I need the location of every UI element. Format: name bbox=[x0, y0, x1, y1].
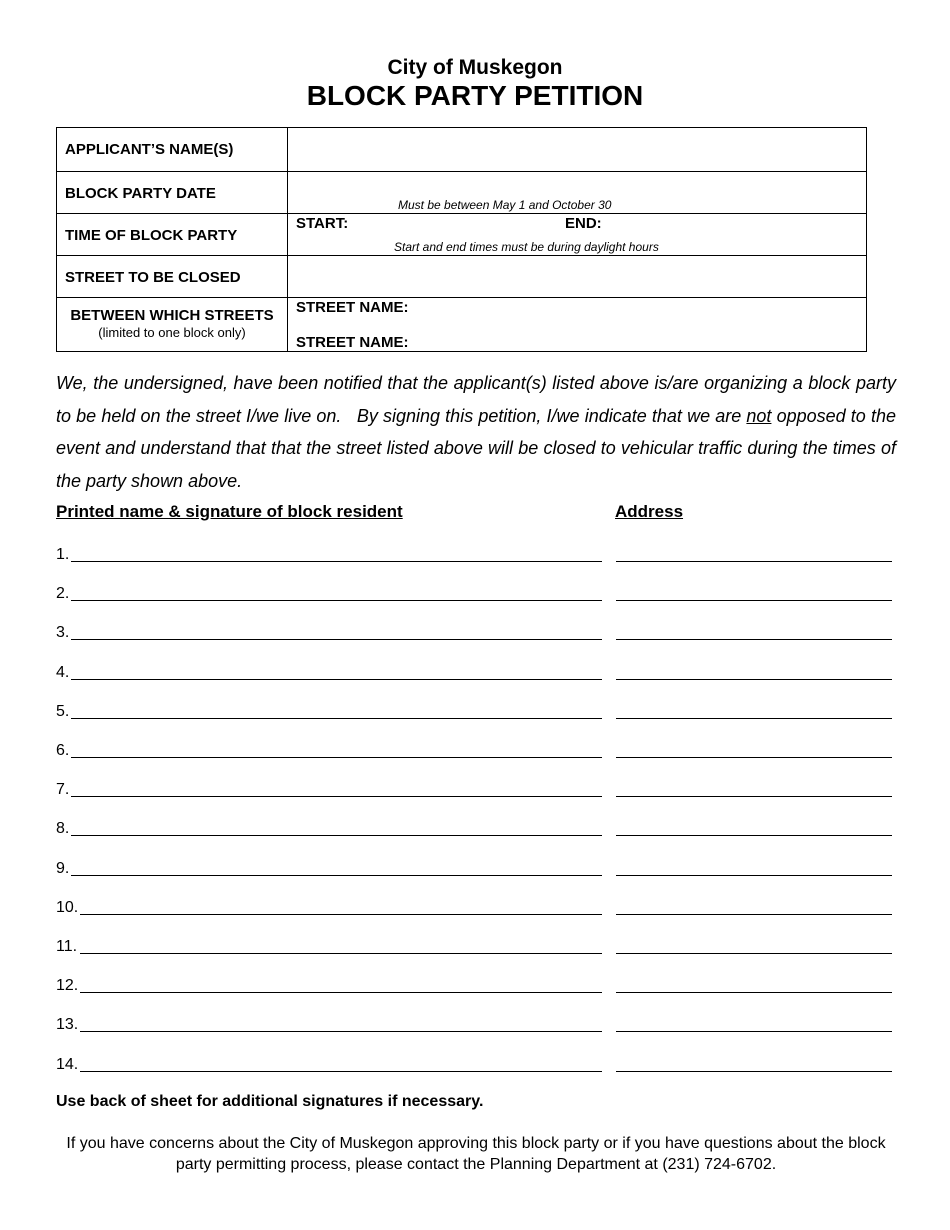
signature-row bbox=[56, 779, 892, 801]
signature-row bbox=[56, 1054, 892, 1076]
address-line[interactable] bbox=[616, 796, 892, 797]
address-line[interactable] bbox=[616, 718, 892, 719]
date-field[interactable] bbox=[288, 172, 867, 214]
signature-row bbox=[56, 740, 892, 762]
signature-row bbox=[56, 583, 892, 605]
name-signature-line[interactable] bbox=[71, 561, 602, 562]
name-signature-line[interactable] bbox=[71, 639, 602, 640]
address-line[interactable] bbox=[616, 1071, 892, 1072]
name-signature-line[interactable] bbox=[71, 679, 602, 680]
signature-row bbox=[56, 936, 892, 958]
document-title: BLOCK PARTY PETITION bbox=[306, 80, 644, 111]
address-line[interactable] bbox=[616, 992, 892, 993]
date-label: BLOCK PARTY DATE bbox=[65, 185, 216, 202]
between-field[interactable] bbox=[288, 298, 867, 352]
signature-row bbox=[56, 701, 892, 723]
name-signature-line[interactable] bbox=[71, 757, 602, 758]
name-signature-line[interactable] bbox=[71, 718, 602, 719]
address-line[interactable] bbox=[616, 953, 892, 954]
end-label: END: bbox=[565, 215, 602, 232]
street-field[interactable] bbox=[288, 256, 867, 298]
between-sublabel: (limited to one block only) bbox=[98, 325, 246, 340]
time-note: Start and end times must be during daylight hours bbox=[394, 240, 659, 254]
applicant-field[interactable] bbox=[288, 128, 867, 172]
name-signature-line[interactable] bbox=[71, 796, 602, 797]
between-row bbox=[57, 298, 867, 352]
date-row bbox=[57, 172, 867, 214]
address-line[interactable] bbox=[616, 639, 892, 640]
signature-row bbox=[56, 897, 892, 919]
row-number: 9. bbox=[56, 859, 70, 877]
row-number: 10. bbox=[56, 898, 79, 916]
name-signature-line[interactable] bbox=[80, 992, 602, 993]
name-column-header: Printed name & signature of block resident bbox=[56, 502, 403, 521]
address-line[interactable] bbox=[616, 875, 892, 876]
address-line[interactable] bbox=[616, 757, 892, 758]
row-number: 6. bbox=[56, 742, 70, 759]
back-sheet-note: Use back of sheet for additional signatures if necessary. bbox=[56, 1093, 484, 1110]
address-line[interactable] bbox=[616, 1031, 892, 1032]
org-name: City of Muskegon bbox=[387, 56, 563, 79]
date-note: Must be between May 1 and October 30 bbox=[398, 198, 612, 212]
name-signature-line[interactable] bbox=[80, 914, 602, 915]
row-number: 8. bbox=[56, 820, 70, 838]
street-name-label-1: STREET NAME: bbox=[296, 299, 409, 316]
applicant-info-table bbox=[56, 127, 867, 352]
time-field[interactable] bbox=[288, 214, 867, 256]
consent-paragraph: We, the undersigned, have been notified that the applicant(s) listed above is/are organizing a block party to be held on the street I/we live on. By signing this petition, I/we indicate that we are not opposed to the event and understand that that the street listed above will be closed to vehicular traffic during the times of the party shown above. bbox=[56, 373, 896, 491]
row-number: 7. bbox=[56, 781, 70, 799]
street-name-label-2: STREET NAME: bbox=[296, 334, 409, 351]
applicant-label: APPLICANT’S NAME(S) bbox=[65, 141, 234, 158]
time-row bbox=[57, 214, 867, 256]
row-number: 5. bbox=[56, 702, 70, 720]
address-line[interactable] bbox=[616, 600, 892, 601]
signature-row bbox=[56, 544, 892, 566]
between-label: BETWEEN WHICH STREETS bbox=[70, 307, 274, 324]
row-number: 12. bbox=[56, 977, 79, 995]
start-label: START: bbox=[296, 215, 349, 232]
name-signature-line[interactable] bbox=[80, 953, 602, 954]
name-signature-line[interactable] bbox=[80, 1031, 602, 1032]
header bbox=[0, 56, 950, 112]
signature-row bbox=[56, 622, 892, 644]
row-number: 13. bbox=[56, 1016, 79, 1034]
signature-row bbox=[56, 1014, 892, 1036]
name-signature-line[interactable] bbox=[80, 1071, 602, 1072]
time-label: TIME OF BLOCK PARTY bbox=[65, 227, 238, 244]
row-number: 2. bbox=[56, 585, 70, 603]
signature-row bbox=[56, 662, 892, 684]
row-number: 11. bbox=[56, 938, 78, 955]
name-signature-line[interactable] bbox=[71, 835, 602, 836]
signature-row bbox=[56, 818, 892, 840]
signature-row bbox=[56, 975, 892, 997]
address-line[interactable] bbox=[616, 914, 892, 915]
row-number: 3. bbox=[56, 624, 70, 642]
address-column-header: Address bbox=[615, 502, 684, 521]
applicant-row bbox=[57, 128, 867, 172]
row-number: 1. bbox=[56, 546, 70, 563]
street-label: STREET TO BE CLOSED bbox=[65, 269, 241, 286]
contact-note: If you have concerns about the City of Muskegon approving this block party or if you have questions about the block party permitting process, please contact the Planning Department at (231) 724-6702. bbox=[66, 1135, 886, 1173]
address-line[interactable] bbox=[616, 679, 892, 680]
name-signature-line[interactable] bbox=[71, 600, 602, 601]
address-line[interactable] bbox=[616, 561, 892, 562]
street-row bbox=[57, 256, 867, 298]
row-number: 14. bbox=[56, 1055, 79, 1073]
emphasis-not: not bbox=[746, 405, 772, 426]
signature-row bbox=[56, 858, 892, 880]
row-number: 4. bbox=[56, 663, 70, 681]
address-line[interactable] bbox=[616, 835, 892, 836]
name-signature-line[interactable] bbox=[71, 875, 602, 876]
